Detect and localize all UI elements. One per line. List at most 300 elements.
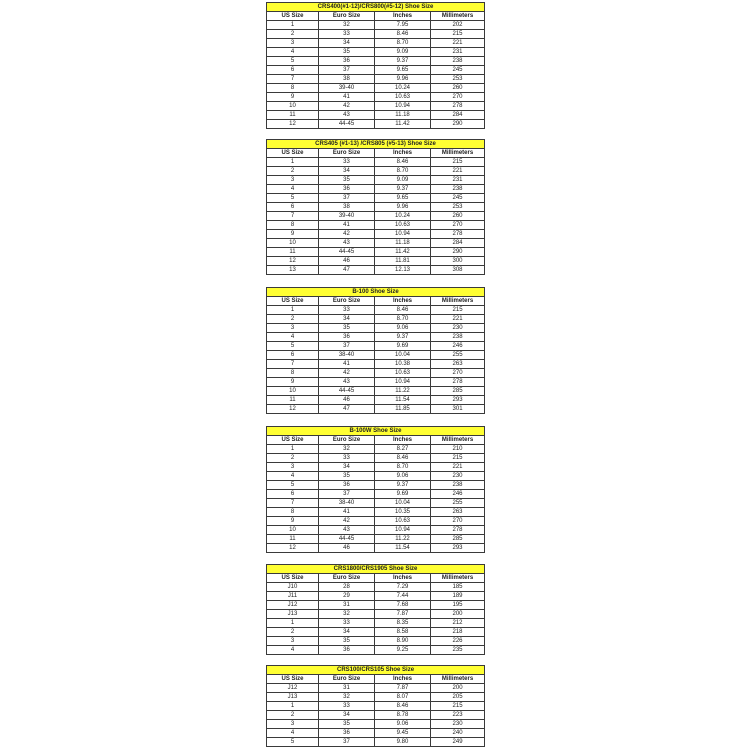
- table-cell: 8.46: [375, 306, 431, 315]
- table-cell: 41: [319, 221, 375, 230]
- table-cell: 215: [431, 30, 485, 39]
- table-cell: 11: [267, 396, 319, 405]
- column-header: Inches: [375, 149, 431, 158]
- table-cell: 4: [267, 646, 319, 655]
- table-cell: 43: [319, 111, 375, 120]
- table-cell: 33: [319, 158, 375, 167]
- table-cell: 8.27: [375, 445, 431, 454]
- table-cell: 238: [431, 481, 485, 490]
- table-row: [267, 230, 485, 239]
- table-cell: 5: [267, 57, 319, 66]
- shoe-size-table: [266, 665, 485, 747]
- table-cell: 10.63: [375, 93, 431, 102]
- table-cell: 215: [431, 702, 485, 711]
- table-cell: 12: [267, 120, 319, 129]
- table-row: [267, 729, 485, 738]
- table-row: [267, 544, 485, 553]
- table-cell: 285: [431, 387, 485, 396]
- table-cell: 5: [267, 481, 319, 490]
- table-cell: J10: [267, 583, 319, 592]
- table-cell: 34: [319, 463, 375, 472]
- table-cell: 11.42: [375, 248, 431, 257]
- table-cell: 218: [431, 628, 485, 637]
- table-row: [267, 111, 485, 120]
- table-cell: 9.96: [375, 75, 431, 84]
- table-cell: 47: [319, 405, 375, 414]
- table-cell: 29: [319, 592, 375, 601]
- table-row: [267, 693, 485, 702]
- table-cell: 11.54: [375, 544, 431, 553]
- table-cell: 3: [267, 39, 319, 48]
- table-row: [267, 75, 485, 84]
- column-header: US Size: [267, 574, 319, 583]
- table-cell: 42: [319, 517, 375, 526]
- table-cell: 8.70: [375, 167, 431, 176]
- table-cell: 215: [431, 454, 485, 463]
- column-header: Euro Size: [319, 297, 375, 306]
- table-cell: 6: [267, 490, 319, 499]
- table-cell: 35: [319, 472, 375, 481]
- table-cell: 7.68: [375, 601, 431, 610]
- table-cell: J11: [267, 592, 319, 601]
- table-cell: 4: [267, 729, 319, 738]
- table-cell: 2: [267, 711, 319, 720]
- table-row: [267, 30, 485, 39]
- table-cell: 11: [267, 535, 319, 544]
- table-cell: 9: [267, 378, 319, 387]
- table-cell: 8.46: [375, 454, 431, 463]
- table-cell: 290: [431, 248, 485, 257]
- table-cell: 37: [319, 738, 375, 747]
- table-cell: 37: [319, 490, 375, 499]
- table-title: CRS400(#1-12)/CRS800(#5-12) Shoe Size: [267, 3, 485, 12]
- column-header: Inches: [375, 436, 431, 445]
- table-cell: 260: [431, 212, 485, 221]
- table-cell: 231: [431, 48, 485, 57]
- table-cell: 33: [319, 619, 375, 628]
- table-title: CRS100/CRS105 Shoe Size: [267, 666, 485, 675]
- table-cell: 3: [267, 637, 319, 646]
- table-cell: 195: [431, 601, 485, 610]
- column-header: Millimeters: [431, 297, 485, 306]
- table-cell: 253: [431, 75, 485, 84]
- column-header: US Size: [267, 149, 319, 158]
- table-cell: 284: [431, 239, 485, 248]
- table-row: [267, 342, 485, 351]
- table-row: [267, 324, 485, 333]
- table-cell: 10.38: [375, 360, 431, 369]
- table-row: [267, 194, 485, 203]
- table-row: [267, 583, 485, 592]
- table-row: [267, 185, 485, 194]
- table-row: [267, 637, 485, 646]
- table-row: [267, 405, 485, 414]
- table-row: [267, 203, 485, 212]
- table-cell: 32: [319, 445, 375, 454]
- table-cell: 42: [319, 102, 375, 111]
- table-cell: 33: [319, 454, 375, 463]
- column-header: Inches: [375, 574, 431, 583]
- table-cell: 7.87: [375, 684, 431, 693]
- table-row: [267, 57, 485, 66]
- header-row: [267, 149, 485, 158]
- table-cell: 10.94: [375, 378, 431, 387]
- table-cell: 38: [319, 75, 375, 84]
- table-cell: 9: [267, 93, 319, 102]
- table-cell: 253: [431, 203, 485, 212]
- table-cell: 36: [319, 185, 375, 194]
- table-cell: 8.90: [375, 637, 431, 646]
- table-cell: 231: [431, 176, 485, 185]
- table-title-row: [267, 666, 485, 675]
- table-cell: 11.22: [375, 535, 431, 544]
- table-cell: 8.70: [375, 463, 431, 472]
- column-header: Millimeters: [431, 574, 485, 583]
- table-cell: 260: [431, 84, 485, 93]
- table-cell: 5: [267, 342, 319, 351]
- table-row: [267, 535, 485, 544]
- column-header: Inches: [375, 12, 431, 21]
- table-cell: J13: [267, 610, 319, 619]
- table-cell: 226: [431, 637, 485, 646]
- table-row: [267, 517, 485, 526]
- table-row: [267, 158, 485, 167]
- column-header: Euro Size: [319, 675, 375, 684]
- table-cell: 8: [267, 369, 319, 378]
- table-row: [267, 176, 485, 185]
- table-row: [267, 93, 485, 102]
- table-title: B-100W Shoe Size: [267, 427, 485, 436]
- header-row: [267, 12, 485, 21]
- header-row: [267, 436, 485, 445]
- table-row: [267, 472, 485, 481]
- table-cell: 215: [431, 306, 485, 315]
- table-cell: 9.80: [375, 738, 431, 747]
- table-cell: 9.45: [375, 729, 431, 738]
- table-cell: 245: [431, 66, 485, 75]
- table-row: [267, 248, 485, 257]
- column-header: Millimeters: [431, 12, 485, 21]
- table-row: [267, 396, 485, 405]
- table-cell: 10.04: [375, 351, 431, 360]
- table-cell: 293: [431, 544, 485, 553]
- table-cell: 4: [267, 185, 319, 194]
- shoe-size-table: [266, 426, 485, 553]
- table-cell: 8.35: [375, 619, 431, 628]
- table-cell: 9.69: [375, 490, 431, 499]
- table-cell: 13: [267, 266, 319, 275]
- table-cell: 35: [319, 324, 375, 333]
- table-cell: 9.09: [375, 48, 431, 57]
- table-cell: 3: [267, 720, 319, 729]
- table-cell: 11.18: [375, 239, 431, 248]
- table-cell: 246: [431, 490, 485, 499]
- table-cell: 10.94: [375, 102, 431, 111]
- table-cell: 38: [319, 203, 375, 212]
- column-header: Millimeters: [431, 436, 485, 445]
- column-header: Euro Size: [319, 574, 375, 583]
- table-cell: 33: [319, 30, 375, 39]
- table-cell: 205: [431, 693, 485, 702]
- table-cell: 212: [431, 619, 485, 628]
- table-cell: 9.69: [375, 342, 431, 351]
- table-cell: 31: [319, 684, 375, 693]
- table-row: [267, 351, 485, 360]
- table-cell: 36: [319, 333, 375, 342]
- table-cell: 230: [431, 472, 485, 481]
- table-cell: 284: [431, 111, 485, 120]
- table-title-row: [267, 140, 485, 149]
- table-row: [267, 167, 485, 176]
- table-cell: 43: [319, 526, 375, 535]
- table-cell: 293: [431, 396, 485, 405]
- table-row: [267, 369, 485, 378]
- table-row: [267, 333, 485, 342]
- table-cell: 11.81: [375, 257, 431, 266]
- table-cell: 10: [267, 102, 319, 111]
- table-cell: 35: [319, 720, 375, 729]
- table-cell: 3: [267, 324, 319, 333]
- table-cell: 5: [267, 194, 319, 203]
- table-cell: 32: [319, 693, 375, 702]
- table-cell: 10.63: [375, 221, 431, 230]
- header-row: [267, 297, 485, 306]
- table-cell: 278: [431, 378, 485, 387]
- table-cell: 41: [319, 508, 375, 517]
- table-cell: 39-40: [319, 212, 375, 221]
- table-row: [267, 48, 485, 57]
- table-cell: 12: [267, 405, 319, 414]
- table-cell: 270: [431, 369, 485, 378]
- table-cell: 34: [319, 167, 375, 176]
- table-cell: 238: [431, 57, 485, 66]
- table-cell: 7: [267, 75, 319, 84]
- table-cell: 8: [267, 84, 319, 93]
- table-row: [267, 239, 485, 248]
- table-cell: 7: [267, 499, 319, 508]
- table-cell: 36: [319, 57, 375, 66]
- table-cell: 300: [431, 257, 485, 266]
- table-cell: 41: [319, 360, 375, 369]
- table-cell: 2: [267, 454, 319, 463]
- table-cell: 3: [267, 463, 319, 472]
- column-header: US Size: [267, 675, 319, 684]
- table-cell: 9: [267, 517, 319, 526]
- table-row: [267, 711, 485, 720]
- table-cell: 12.13: [375, 266, 431, 275]
- table-cell: 9: [267, 230, 319, 239]
- table-cell: 32: [319, 21, 375, 30]
- table-cell: 44-45: [319, 120, 375, 129]
- table-cell: 47: [319, 266, 375, 275]
- table-cell: 10: [267, 387, 319, 396]
- table-cell: 200: [431, 610, 485, 619]
- table-title: CRS1800/CRS1905 Shoe Size: [267, 565, 485, 574]
- table-row: [267, 508, 485, 517]
- table-row: [267, 102, 485, 111]
- table-cell: 12: [267, 544, 319, 553]
- table-cell: 36: [319, 729, 375, 738]
- table-cell: 11.85: [375, 405, 431, 414]
- table-cell: 44-45: [319, 535, 375, 544]
- table-title-row: [267, 288, 485, 297]
- table-cell: 7.29: [375, 583, 431, 592]
- table-cell: 9.06: [375, 324, 431, 333]
- table-cell: 210: [431, 445, 485, 454]
- table-cell: 215: [431, 158, 485, 167]
- table-title-row: [267, 3, 485, 12]
- table-cell: 9.37: [375, 185, 431, 194]
- table-cell: 37: [319, 66, 375, 75]
- table-cell: 5: [267, 738, 319, 747]
- table-cell: 11: [267, 111, 319, 120]
- table-cell: 8: [267, 508, 319, 517]
- table-cell: 230: [431, 720, 485, 729]
- table-cell: 235: [431, 646, 485, 655]
- table-cell: 278: [431, 526, 485, 535]
- table-title: B-100 Shoe Size: [267, 288, 485, 297]
- table-cell: 270: [431, 221, 485, 230]
- table-cell: 1: [267, 702, 319, 711]
- table-cell: 43: [319, 239, 375, 248]
- table-cell: 1: [267, 445, 319, 454]
- table-cell: 8.70: [375, 39, 431, 48]
- table-cell: 2: [267, 30, 319, 39]
- table-cell: 6: [267, 351, 319, 360]
- table-cell: 9.65: [375, 66, 431, 75]
- table-cell: 7: [267, 360, 319, 369]
- table-cell: 34: [319, 628, 375, 637]
- table-row: [267, 445, 485, 454]
- table-row: [267, 702, 485, 711]
- table-row: [267, 39, 485, 48]
- table-cell: 6: [267, 66, 319, 75]
- table-cell: 189: [431, 592, 485, 601]
- column-header: Euro Size: [319, 149, 375, 158]
- table-cell: 7.87: [375, 610, 431, 619]
- table-cell: 10.24: [375, 212, 431, 221]
- table-cell: 246: [431, 342, 485, 351]
- column-header: US Size: [267, 297, 319, 306]
- table-cell: 37: [319, 194, 375, 203]
- table-cell: 44-45: [319, 387, 375, 396]
- table-cell: 221: [431, 39, 485, 48]
- table-cell: 1: [267, 306, 319, 315]
- table-cell: 238: [431, 333, 485, 342]
- table-cell: 249: [431, 738, 485, 747]
- table-cell: 270: [431, 93, 485, 102]
- table-cell: 35: [319, 48, 375, 57]
- table-cell: 8.46: [375, 158, 431, 167]
- table-cell: 223: [431, 711, 485, 720]
- table-cell: 7: [267, 212, 319, 221]
- table-title: CRS405 (#1-13) /CRS805 (#5-13) Shoe Size: [267, 140, 485, 149]
- table-cell: 28: [319, 583, 375, 592]
- table-cell: 10: [267, 239, 319, 248]
- table-row: [267, 360, 485, 369]
- table-row: [267, 610, 485, 619]
- table-row: [267, 499, 485, 508]
- table-cell: 4: [267, 472, 319, 481]
- table-cell: 8.58: [375, 628, 431, 637]
- table-cell: 238: [431, 185, 485, 194]
- table-row: [267, 463, 485, 472]
- table-row: [267, 120, 485, 129]
- table-title-row: [267, 427, 485, 436]
- table-cell: 278: [431, 230, 485, 239]
- table-cell: 10.94: [375, 230, 431, 239]
- table-row: [267, 481, 485, 490]
- table-row: [267, 315, 485, 324]
- table-cell: 8.46: [375, 30, 431, 39]
- table-cell: 1: [267, 21, 319, 30]
- table-cell: 9.06: [375, 720, 431, 729]
- table-cell: 11.42: [375, 120, 431, 129]
- table-row: [267, 266, 485, 275]
- table-cell: 34: [319, 711, 375, 720]
- table-cell: 31: [319, 601, 375, 610]
- table-cell: 290: [431, 120, 485, 129]
- table-row: [267, 257, 485, 266]
- table-cell: 32: [319, 610, 375, 619]
- table-title-row: [267, 565, 485, 574]
- table-cell: 270: [431, 517, 485, 526]
- table-row: [267, 66, 485, 75]
- table-row: [267, 378, 485, 387]
- table-row: [267, 490, 485, 499]
- table-cell: 9.37: [375, 333, 431, 342]
- table-cell: 9.65: [375, 194, 431, 203]
- table-row: [267, 306, 485, 315]
- table-cell: 185: [431, 583, 485, 592]
- table-row: [267, 84, 485, 93]
- table-row: [267, 684, 485, 693]
- table-cell: 245: [431, 194, 485, 203]
- table-cell: 255: [431, 499, 485, 508]
- table-row: [267, 646, 485, 655]
- table-cell: 10.04: [375, 499, 431, 508]
- table-row: [267, 592, 485, 601]
- table-cell: 240: [431, 729, 485, 738]
- table-cell: J13: [267, 693, 319, 702]
- table-cell: 37: [319, 342, 375, 351]
- table-cell: 221: [431, 463, 485, 472]
- column-header: Euro Size: [319, 436, 375, 445]
- table-cell: 33: [319, 702, 375, 711]
- table-cell: 1: [267, 158, 319, 167]
- table-cell: 9.37: [375, 57, 431, 66]
- table-cell: 230: [431, 324, 485, 333]
- table-cell: 46: [319, 396, 375, 405]
- table-cell: 35: [319, 637, 375, 646]
- table-cell: 44-45: [319, 248, 375, 257]
- table-cell: 2: [267, 167, 319, 176]
- table-cell: 36: [319, 481, 375, 490]
- table-cell: 221: [431, 167, 485, 176]
- column-header: Millimeters: [431, 149, 485, 158]
- column-header: US Size: [267, 12, 319, 21]
- table-cell: 10.24: [375, 84, 431, 93]
- table-cell: 8.70: [375, 315, 431, 324]
- table-cell: 36: [319, 646, 375, 655]
- table-cell: 301: [431, 405, 485, 414]
- table-cell: 11.22: [375, 387, 431, 396]
- table-cell: J12: [267, 684, 319, 693]
- table-cell: 35: [319, 176, 375, 185]
- column-header: Millimeters: [431, 675, 485, 684]
- table-cell: 42: [319, 369, 375, 378]
- table-cell: J12: [267, 601, 319, 610]
